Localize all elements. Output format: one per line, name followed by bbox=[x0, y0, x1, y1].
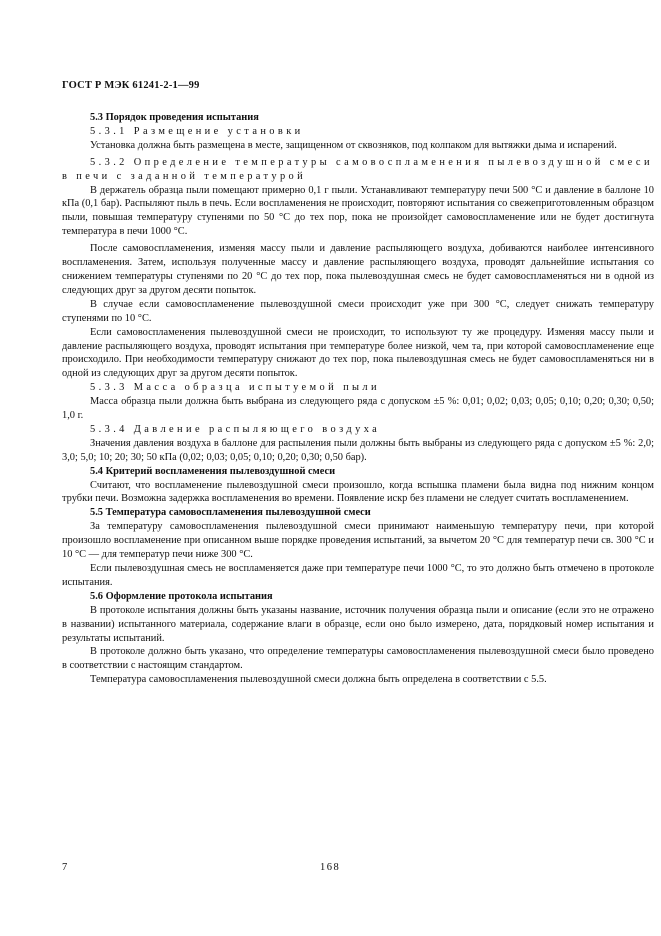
page-number-left: 7 bbox=[62, 862, 68, 873]
section-heading: 5.3 Порядок проведения испытания bbox=[90, 112, 259, 123]
section-heading: 5.6 Оформление протокола испытания bbox=[90, 590, 273, 602]
paragraph: В протоколе испытания должны быть указаны название, источник получения образца пыли и описание (если это не отражено в названии) испытанного материала, содержание влаги в образце, если оно было измерено, дата, порядковый номер испытания и результаты испытаний. bbox=[62, 604, 654, 644]
paragraph: В случае если самовоспламенение пылевоздушной смеси происходит уже при 300 °С, следует снижать температуру ступенями по 10 °С. bbox=[62, 298, 654, 324]
paragraph: Значения давления воздуха в баллоне для распыления пыли должны быть выбраны из следующего ряда с допуском ±5 %: 2,0; 3,0; 5,0; 10; 20; 30; 50 кПа (0,02; 0,03; 0,05; 0,10; 0,20; 0,30; 0,50 бар). bbox=[62, 437, 654, 463]
subsection-heading: 5.3.3 Масса образца испытуемой пыли bbox=[90, 382, 380, 394]
page-number-center: 168 bbox=[320, 862, 341, 873]
paragraph: За температуру самовоспламенения пылевоздушной смеси принимают наименьшую температуру печи, при которой произошло воспламенение при описанном выше порядке проведения испытаний, за вычетом 20 °С для температур печи св. 300 °С и 10 °С — для температур печи ниже 300 °С. bbox=[62, 521, 654, 561]
paragraph: Температура самовоспламенения пылевоздушной смеси должна быть определена в соответствии с 5.5. bbox=[90, 674, 547, 686]
paragraph: Установка должна быть размещена в месте, защищенном от сквозняков, под колпаком для вытяжки дыма и испарений. bbox=[90, 139, 617, 151]
document-header: ГОСТ Р МЭК 61241-2-1—99 bbox=[62, 80, 200, 91]
paragraph: В держатель образца пыли помещают примерно 0,1 г пыли. Устанавливают температуру печи 500 °С и давление в баллоне 10 кПа (0,1 бар). Распыляют пыль в печь. Если воспламенения не происходит, повторяют испытания со свежеприготовленным образцом пыли, повышая температуру ступенями по 50 °С до тех пор, пока не произойдет самовоспламенение или не будет достигнута температура в печи 1000 °С. bbox=[62, 184, 654, 238]
document-body bbox=[62, 111, 654, 687]
paragraph: Считают, что воспламенение пылевоздушной смеси произошло, когда вспышка пламени была видна под нижним концом трубки печи. Возможна задержка воспламенения во времени. Появление искр без пламени не следует считать воспламенением. bbox=[62, 479, 654, 505]
subsection-heading: 5.3.2 Определение температуры самовоспламенения пылевоздушной смеси в печи с заданной температурой bbox=[62, 156, 653, 182]
section-heading: 5.4 Критерий воспламенения пылевоздушной смеси bbox=[90, 465, 336, 477]
paragraph: После самовоспламенения, изменяя массу пыли и давление распыляющего воздуха, добиваются наиболее интенсивного воспламенения. Затем, используя полученные массу и давление распыляющего воздуха, проводят дальнейшие испытания со снижением температуры ступенями по 20 °С до тех пор, пока пылевоздушная смесь не будет самовоспламеняться ни в одной из следующих друг за другом десяти попыток. bbox=[62, 243, 654, 296]
paragraph: В протоколе должно быть указано, что определение температуры самовоспламенения пылевоздушной смеси было проведено в соответствии с настоящим стандартом. bbox=[62, 646, 654, 672]
subsection-heading: 5.3.1 Размещение установки bbox=[90, 125, 304, 137]
section-heading: 5.5 Температура самовоспламенения пылевоздушной смеси bbox=[90, 507, 371, 519]
subsection-heading: 5.3.4 Давление распыляющего воздуха bbox=[90, 423, 381, 435]
paragraph: Если пылевоздушная смесь не воспламеняется даже при температуре печи 1000 °С, то это должно быть отмечено в протоколе испытания. bbox=[62, 563, 654, 588]
paragraph: Масса образца пыли должна быть выбрана из следующего ряда с допуском ±5 %: 0,01; 0,02; 0,03; 0,05; 0,10; 0,20; 0,30; 0,50; 1,0 г. bbox=[62, 396, 654, 422]
paragraph: Если самовоспламенения пылевоздушной смеси не происходит, то используют ту же процедуру. Изменяя массу пыли и давление распыляющего воздуха, проводят испытания при температуре более низкой, чем та, при которой самовоспламенение еще происходило. При необходимости температуру снижают до тех пор, пока пылевоздушная смесь не будет самовоспламеняться ни в одной из следующих друг за другом десяти попыток. bbox=[62, 326, 654, 380]
